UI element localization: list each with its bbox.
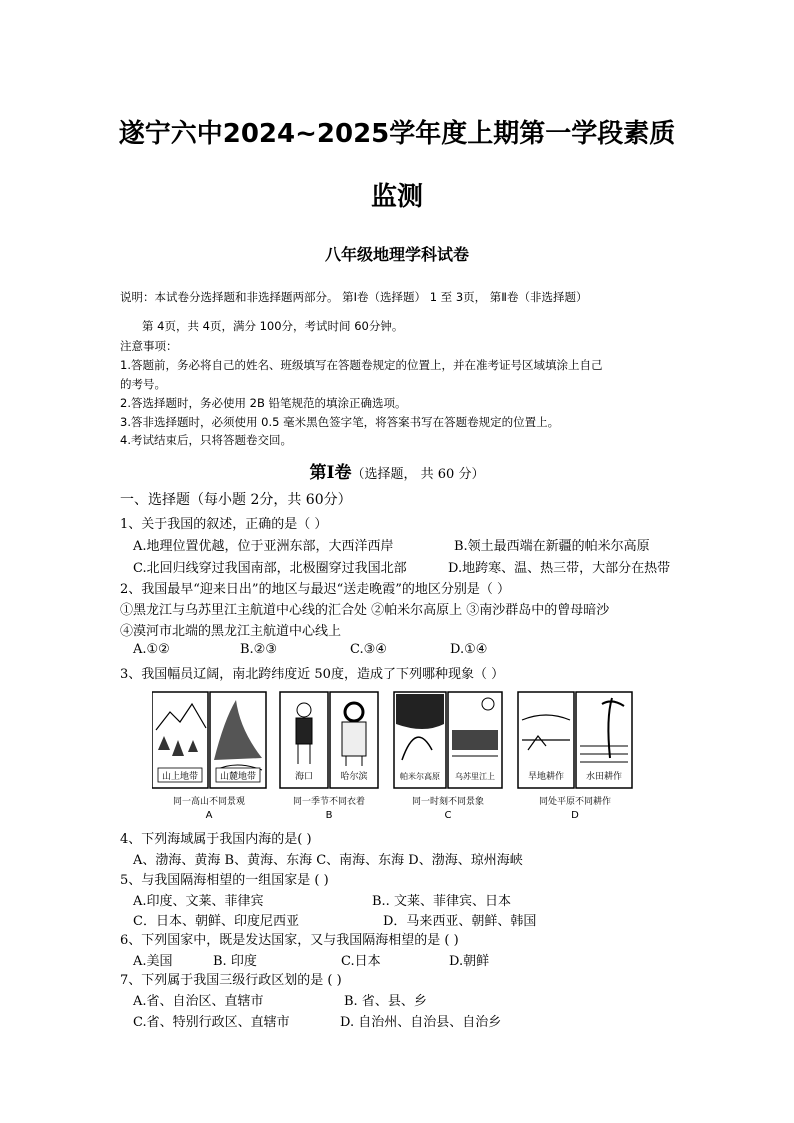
- choice-heading: 一、选择题（每小题 2分，共 60分）: [120, 492, 352, 508]
- panel-d-right-label: 水田耕作: [585, 772, 623, 782]
- q2-option-b: B.②③: [240, 642, 277, 657]
- question-2-stem: 2、我国最早“迎来日出”的地区与最迟“送走晚霞”的地区分别是（ ）: [120, 582, 510, 597]
- notice-item: 1.答题前，务必将自己的姓名、班级填写在答题卷规定的位置上，并在准考证号区域填涂上自己: [120, 358, 603, 372]
- panel-b-letter: B: [325, 810, 333, 821]
- notice-heading: 注意事项：: [120, 339, 178, 353]
- figure-panel-c: [394, 692, 502, 821]
- q1-option-c: C.北回归线穿过我国南部，北极圈穿过我国北部: [133, 561, 407, 576]
- intro-line1: 说明：本试卷分选择题和非选择题两部分。 第Ⅰ卷（选择题） 1 至 3页， 第Ⅱ卷（非选择题）: [120, 290, 588, 304]
- panel-c-letter: C: [444, 810, 452, 821]
- section-label: 第Ⅰ卷: [309, 463, 352, 483]
- panel-c-right-label: 乌苏里江上: [455, 772, 495, 781]
- question-3-stem: 3、我国幅员辽阔，南北跨纬度近 50度，造成了下列哪种现象（ ）: [120, 667, 505, 682]
- q2-option-d: D.①④: [450, 642, 488, 657]
- exam-subtitle: 八年级地理学科试卷: [324, 245, 469, 264]
- panel-d-letter: D: [571, 810, 579, 821]
- exam-title-line1: 遂宁六中2024~2025学年度上期第一学段素质: [118, 119, 676, 149]
- panel-d-caption: 同处平原不同耕作: [538, 797, 612, 807]
- person-summer-icon: [297, 703, 311, 717]
- q2-option-a: A.①②: [133, 642, 170, 657]
- notice-item: 2.答选择题时，务必使用 2B 铅笔规范的填涂正确选项。: [120, 396, 407, 410]
- q1-option-d: D.地跨寒、温、热三带，大部分在热带: [448, 561, 671, 576]
- panel-a-right-label: 山麓地带: [219, 772, 257, 782]
- q6-option-a: A.美国: [133, 954, 173, 969]
- panel-a-caption: 同一高山不同景观: [172, 797, 246, 807]
- sun-icon: [482, 698, 494, 710]
- figure-panel-b: [280, 692, 378, 821]
- q5-option-a: A.印度、文莱、菲律宾: [133, 894, 264, 909]
- q7-option-a: A.省、自治区、直辖市: [133, 994, 264, 1009]
- q2-statements-line2: ④漠河市北端的黑龙江主航道中心线上: [120, 624, 342, 639]
- q6-option-b: B. 印度: [213, 954, 257, 969]
- section-suffix: （选择题， 共 60 分）: [351, 467, 485, 482]
- panel-b-right-label: 哈尔滨: [340, 772, 368, 782]
- q7-option-b: B. 省、县、乡: [344, 994, 427, 1009]
- panel-c-left-label: 帕米尔高原: [400, 772, 440, 781]
- notice-item: 4.考试结束后，只将答题卷交回。: [120, 433, 292, 447]
- panel-b-caption: 同一季节不同衣着: [292, 797, 366, 807]
- q4-options: A、渤海、黄海 B、黄海、东海 C、南海、东海 D、渤海、琼州海峡: [133, 853, 523, 868]
- q5-option-b: B.. 文莱、菲律宾、日本: [372, 894, 511, 909]
- question-4-stem: 4、下列海域属于我国内海的是( ): [120, 832, 312, 847]
- person-winter-icon: [345, 703, 363, 721]
- panel-a-left-label: 山上地带: [161, 772, 199, 782]
- panel-d-left-label: 旱地耕作: [527, 772, 565, 782]
- exam-title-line2: 监测: [370, 182, 423, 212]
- night-sky-icon: [396, 694, 444, 729]
- section-heading: [0, 458, 794, 483]
- question-1-stem: 1、关于我国的叙述，正确的是（ ）: [120, 517, 328, 532]
- question-7-stem: 7、下列属于我国三级行政区划的是 ( ): [120, 973, 342, 988]
- q6-option-c: C.日本: [341, 954, 381, 969]
- panel-c-caption: 同一时刻不同景象: [411, 797, 485, 807]
- notice-item: 3.答非选择题时，必须使用 0.5 毫米黑色签字笔，将答案书写在答题卷规定的位置上。: [120, 415, 560, 429]
- q7-option-c: C.省、特别行政区、直辖市: [133, 1015, 290, 1030]
- q6-option-d: D.朝鲜: [449, 954, 490, 969]
- panel-a-letter: A: [205, 810, 213, 821]
- notice-item: 的考号。: [120, 377, 166, 391]
- q7-option-d: D. 自治州、自治县、自治乡: [340, 1015, 502, 1030]
- q2-statements-line1: ①黑龙江与乌苏里江主航道中心线的汇合处 ②帕米尔高原上 ③南沙群岛中的曾母暗沙: [120, 603, 610, 618]
- q2-option-c: C.③④: [350, 642, 387, 657]
- q5-option-c: C．日本、朝鲜、印度尼西亚: [133, 914, 299, 929]
- question-6-stem: 6、下列国家中，既是发达国家，又与我国隔海相望的是 ( ): [120, 933, 459, 948]
- q1-option-a: A.地理位置优越，位于亚洲东部，大西洋西岸: [133, 539, 394, 554]
- intro-line2: 第 4页，共 4页，满分 100分，考试时间 60分钟。: [142, 319, 404, 333]
- question-5-stem: 5、与我国隔海相望的一组国家是 ( ): [120, 873, 329, 888]
- q1-option-b: B.领土最西端在新疆的帕米尔高原: [454, 539, 650, 554]
- forest-icon: [452, 730, 498, 750]
- figure-panel-a: [152, 692, 266, 821]
- q5-option-d: D．马来西亚、朝鲜、韩国: [383, 914, 537, 929]
- figure-panel-d: [518, 692, 632, 821]
- panel-b-left-label: 海口: [294, 772, 314, 782]
- q3-figure: [152, 690, 634, 822]
